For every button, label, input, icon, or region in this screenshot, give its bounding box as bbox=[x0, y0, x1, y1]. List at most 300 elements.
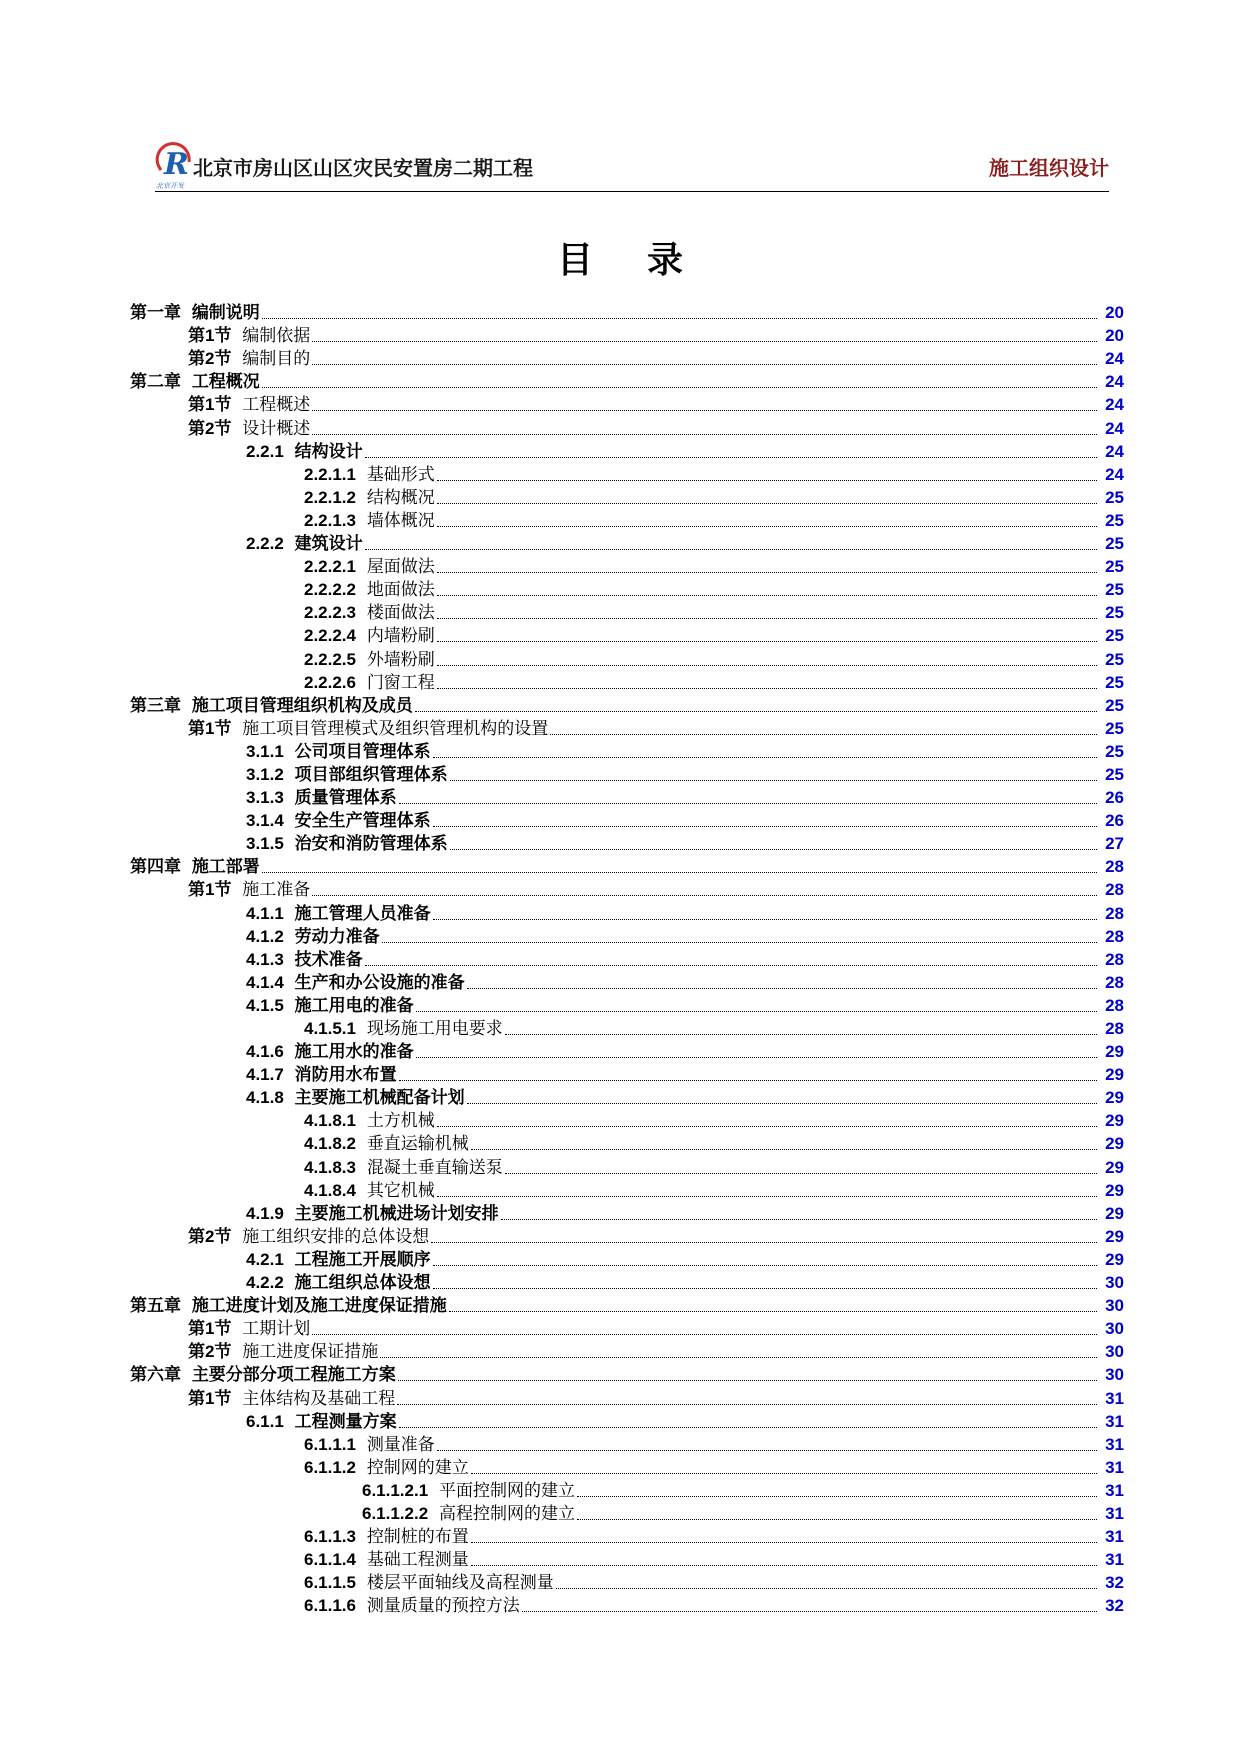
toc-dot-leader bbox=[312, 434, 1097, 435]
toc-entry-number: 第二章 bbox=[130, 372, 181, 392]
toc-dot-leader bbox=[312, 364, 1097, 365]
toc-entry[interactable] bbox=[130, 1085, 1124, 1108]
toc-entry-number: 6.1.1.6 bbox=[304, 1596, 356, 1616]
toc-entry-label bbox=[304, 1596, 522, 1616]
toc-entry-text: 结构概况 bbox=[366, 487, 435, 508]
toc-entry[interactable] bbox=[130, 1178, 1124, 1201]
toc-entry[interactable] bbox=[130, 1593, 1124, 1616]
toc-page-number[interactable]: 31 bbox=[1105, 1480, 1124, 1500]
toc-entry[interactable] bbox=[130, 300, 1124, 323]
toc-page-number[interactable]: 28 bbox=[1105, 880, 1124, 900]
toc-entry-label bbox=[188, 1227, 431, 1247]
toc-entry-label bbox=[188, 719, 550, 739]
toc-dot-leader bbox=[467, 1103, 1097, 1104]
toc-entry[interactable] bbox=[130, 1547, 1124, 1570]
toc-entry-text: 结构设计 bbox=[294, 441, 363, 462]
toc-entry-number: 第1节 bbox=[188, 880, 232, 900]
toc-entry-text: 公司项目管理体系 bbox=[294, 741, 431, 762]
toc-entry-text: 工程概述 bbox=[242, 395, 311, 416]
toc-entry[interactable] bbox=[130, 323, 1124, 346]
toc-dot-leader bbox=[416, 1011, 1097, 1012]
toc-entry-label bbox=[304, 1019, 505, 1039]
toc-entry-label bbox=[130, 1365, 398, 1385]
toc-entry-label bbox=[246, 1204, 501, 1224]
toc-entry-number: 第1节 bbox=[188, 1388, 232, 1408]
toc-dot-leader bbox=[312, 895, 1097, 896]
toc-entry-number: 3.1.2 bbox=[246, 764, 284, 784]
toc-dot-leader bbox=[433, 757, 1097, 758]
toc-entry[interactable] bbox=[130, 554, 1124, 577]
toc-entry-text: 主要施工机械配备计划 bbox=[294, 1088, 465, 1109]
toc-page-number[interactable]: 29 bbox=[1105, 1111, 1124, 1131]
toc-page-number[interactable]: 26 bbox=[1105, 788, 1124, 808]
toc-entry[interactable] bbox=[130, 1224, 1124, 1247]
toc-entry-number: 4.1.5 bbox=[246, 995, 284, 1015]
toc-page-number[interactable]: 25 bbox=[1105, 487, 1124, 507]
toc-page-number[interactable]: 30 bbox=[1105, 1296, 1124, 1316]
toc-entry-label bbox=[246, 1042, 416, 1062]
toc-page-number[interactable]: 24 bbox=[1105, 395, 1124, 415]
table-of-contents bbox=[130, 300, 1124, 1616]
toc-entry-label bbox=[188, 326, 312, 346]
toc-entry-text: 墙体概况 bbox=[366, 510, 435, 531]
toc-entry-text: 施工部署 bbox=[191, 857, 260, 878]
toc-entry-text: 内墙粉刷 bbox=[366, 626, 435, 647]
toc-page-number[interactable]: 25 bbox=[1105, 718, 1124, 738]
toc-page-number[interactable]: 31 bbox=[1105, 1457, 1124, 1477]
toc-entry-label bbox=[246, 442, 365, 462]
toc-entry-text: 工期计划 bbox=[242, 1319, 311, 1340]
toc-page-number[interactable]: 24 bbox=[1105, 464, 1124, 484]
toc-dot-leader bbox=[505, 1034, 1097, 1035]
toc-page-number[interactable]: 25 bbox=[1105, 649, 1124, 669]
toc-entry-label bbox=[304, 580, 437, 600]
toc-entry-text: 门窗工程 bbox=[366, 672, 435, 693]
toc-dot-leader bbox=[437, 503, 1097, 504]
toc-entry-text: 工程测量方案 bbox=[294, 1411, 397, 1432]
toc-dot-leader bbox=[399, 1080, 1097, 1081]
toc-entry[interactable] bbox=[130, 1247, 1124, 1270]
toc-entry-number: 4.1.8.1 bbox=[304, 1111, 356, 1131]
toc-entry[interactable] bbox=[130, 369, 1124, 392]
toc-dot-leader bbox=[437, 665, 1097, 666]
toc-entry-number: 4.1.2 bbox=[246, 926, 284, 946]
toc-entry-number: 第四章 bbox=[130, 857, 181, 877]
toc-entry[interactable] bbox=[130, 1108, 1124, 1131]
toc-entry-number: 6.1.1.3 bbox=[304, 1527, 356, 1547]
toc-entry-label bbox=[304, 1550, 471, 1570]
toc-entry[interactable] bbox=[130, 1524, 1124, 1547]
toc-page-number[interactable]: 32 bbox=[1105, 1573, 1124, 1593]
toc-entry-label bbox=[304, 1181, 437, 1201]
page-title: 目录 bbox=[556, 239, 737, 281]
toc-entry[interactable] bbox=[130, 1293, 1124, 1316]
toc-entry-number: 第1节 bbox=[188, 718, 232, 738]
toc-page-number[interactable]: 20 bbox=[1105, 303, 1124, 323]
toc-page-number[interactable]: 29 bbox=[1105, 1065, 1124, 1085]
toc-entry-text: 高程控制网的建立 bbox=[438, 1503, 575, 1524]
toc-dot-leader bbox=[262, 872, 1097, 873]
toc-entry-number: 2.2.1.2 bbox=[304, 487, 356, 507]
toc-dot-leader bbox=[437, 1126, 1097, 1127]
toc-entry-label bbox=[304, 465, 437, 485]
toc-entry-label bbox=[246, 788, 399, 808]
toc-entry-number: 2.2.1.1 bbox=[304, 464, 356, 484]
toc-entry[interactable] bbox=[130, 993, 1124, 1016]
toc-dot-leader bbox=[437, 641, 1097, 642]
toc-entry[interactable] bbox=[130, 670, 1124, 693]
toc-dot-leader bbox=[550, 734, 1097, 735]
toc-dot-leader bbox=[501, 1219, 1097, 1220]
toc-page-number[interactable]: 30 bbox=[1105, 1319, 1124, 1339]
toc-entry[interactable] bbox=[130, 1016, 1124, 1039]
toc-page-number[interactable]: 25 bbox=[1105, 672, 1124, 692]
toc-entry-number: 2.2.2.6 bbox=[304, 672, 356, 692]
toc-entry-text: 地面做法 bbox=[366, 580, 435, 601]
toc-dot-leader bbox=[505, 1173, 1097, 1174]
toc-entry-text: 外墙粉刷 bbox=[366, 649, 435, 670]
toc-dot-leader bbox=[449, 1311, 1097, 1312]
toc-page-number[interactable]: 29 bbox=[1105, 1157, 1124, 1177]
toc-entry-number: 第五章 bbox=[130, 1296, 181, 1316]
toc-dot-leader bbox=[437, 618, 1097, 619]
toc-page-number[interactable]: 25 bbox=[1105, 580, 1124, 600]
toc-page-number[interactable]: 25 bbox=[1105, 764, 1124, 784]
toc-entry-text: 垂直运输机械 bbox=[366, 1134, 469, 1155]
toc-entry[interactable] bbox=[130, 346, 1124, 369]
toc-dot-leader bbox=[471, 1565, 1097, 1566]
toc-entry-label bbox=[246, 1250, 433, 1270]
toc-entry[interactable] bbox=[130, 531, 1124, 554]
toc-entry[interactable] bbox=[130, 1131, 1124, 1154]
toc-entry-number: 3.1.1 bbox=[246, 741, 284, 761]
toc-entry[interactable] bbox=[130, 1339, 1124, 1362]
toc-dot-leader bbox=[471, 1149, 1097, 1150]
project-title: 北京市房山区山区灾民安置房二期工程 bbox=[193, 156, 533, 180]
toc-entry-number: 第六章 bbox=[130, 1365, 181, 1385]
toc-dot-leader bbox=[312, 1334, 1097, 1335]
toc-entry[interactable] bbox=[130, 785, 1124, 808]
toc-page-number[interactable]: 24 bbox=[1105, 441, 1124, 461]
toc-entry[interactable] bbox=[130, 1154, 1124, 1177]
toc-dot-leader bbox=[437, 688, 1097, 689]
toc-entry-number: 第一章 bbox=[130, 303, 181, 323]
toc-entry-text: 建筑设计 bbox=[294, 534, 363, 555]
toc-entry-label bbox=[304, 1573, 556, 1593]
toc-page-number[interactable]: 29 bbox=[1105, 1180, 1124, 1200]
toc-entry-number: 第1节 bbox=[188, 395, 232, 415]
toc-entry[interactable] bbox=[130, 1362, 1124, 1385]
toc-entry-label bbox=[188, 880, 312, 900]
toc-page-number[interactable]: 28 bbox=[1105, 903, 1124, 923]
toc-entry-label bbox=[246, 742, 433, 762]
toc-page-number[interactable]: 25 bbox=[1105, 510, 1124, 530]
toc-entry[interactable] bbox=[130, 1570, 1124, 1593]
toc-page-number[interactable]: 29 bbox=[1105, 1134, 1124, 1154]
toc-entry-text: 工程施工开展顺序 bbox=[294, 1249, 431, 1270]
toc-page-number[interactable]: 28 bbox=[1105, 949, 1124, 969]
toc-entry[interactable] bbox=[130, 485, 1124, 508]
toc-page-number[interactable]: 28 bbox=[1105, 1019, 1124, 1038]
toc-entry-text: 主要施工机械进场计划安排 bbox=[294, 1203, 499, 1224]
toc-entry-label bbox=[246, 1273, 433, 1293]
toc-entry-number: 4.1.1 bbox=[246, 903, 284, 923]
toc-page-number[interactable]: 28 bbox=[1105, 995, 1124, 1015]
toc-entry-label bbox=[246, 904, 433, 924]
toc-entry-label bbox=[304, 673, 437, 693]
toc-entry[interactable] bbox=[130, 392, 1124, 415]
toc-dot-leader bbox=[433, 919, 1097, 920]
toc-entry-text: 测量准备 bbox=[366, 1434, 435, 1455]
toc-entry[interactable] bbox=[130, 1501, 1124, 1524]
toc-entry[interactable] bbox=[130, 877, 1124, 900]
toc-entry-number: 2.2.2.1 bbox=[304, 557, 356, 577]
toc-entry-number: 4.2.1 bbox=[246, 1249, 284, 1269]
toc-entry[interactable] bbox=[130, 646, 1124, 669]
toc-dot-leader bbox=[416, 1057, 1097, 1058]
toc-dot-leader bbox=[522, 1611, 1097, 1612]
toc-entry[interactable] bbox=[130, 1062, 1124, 1085]
toc-entry[interactable] bbox=[130, 1478, 1124, 1501]
toc-dot-leader bbox=[365, 457, 1097, 458]
toc-page-number[interactable]: 29 bbox=[1105, 1203, 1124, 1223]
toc-page-number[interactable]: 25 bbox=[1105, 534, 1124, 554]
toc-entry-label bbox=[188, 1342, 380, 1362]
toc-dot-leader bbox=[398, 1380, 1097, 1381]
toc-entry-text: 控制网的建立 bbox=[366, 1457, 469, 1478]
toc-page-number[interactable]: 24 bbox=[1105, 372, 1124, 392]
toc-dot-leader bbox=[262, 318, 1097, 319]
logo-caption: 北京开发 bbox=[156, 182, 184, 190]
toc-page-number[interactable]: 25 bbox=[1105, 603, 1124, 623]
toc-entry-text: 治安和消防管理体系 bbox=[294, 834, 448, 855]
toc-page-number[interactable]: 25 bbox=[1105, 557, 1124, 577]
toc-dot-leader bbox=[437, 480, 1097, 481]
toc-entry-number: 第2节 bbox=[188, 349, 232, 369]
toc-page-number[interactable]: 29 bbox=[1105, 1088, 1124, 1108]
toc-entry-label bbox=[304, 1435, 437, 1455]
toc-entry[interactable] bbox=[130, 762, 1124, 785]
toc-page-number[interactable]: 25 bbox=[1105, 695, 1124, 715]
company-logo-icon bbox=[155, 140, 195, 190]
toc-entry[interactable] bbox=[130, 439, 1124, 462]
toc-entry-label bbox=[304, 557, 437, 577]
toc-page-number[interactable]: 30 bbox=[1105, 1365, 1124, 1385]
toc-page-number[interactable]: 20 bbox=[1105, 326, 1124, 346]
toc-entry-text: 编制说明 bbox=[191, 303, 260, 324]
svg-text:R: R bbox=[164, 147, 189, 182]
toc-entry-text: 设计概述 bbox=[242, 418, 311, 439]
toc-page-number[interactable]: 25 bbox=[1105, 626, 1124, 646]
toc-dot-leader bbox=[397, 1404, 1097, 1405]
toc-entry-text: 编制目的 bbox=[242, 349, 311, 370]
toc-page-number[interactable]: 28 bbox=[1105, 926, 1124, 946]
toc-entry[interactable] bbox=[130, 577, 1124, 600]
toc-entry-number: 第三章 bbox=[130, 695, 181, 715]
toc-entry-label bbox=[130, 303, 262, 323]
toc-dot-leader bbox=[437, 595, 1097, 596]
toc-page-number[interactable]: 30 bbox=[1105, 1342, 1124, 1362]
toc-dot-leader bbox=[312, 410, 1097, 411]
toc-entry[interactable] bbox=[130, 739, 1124, 762]
toc-entry-text: 测量质量的预控方法 bbox=[366, 1596, 520, 1617]
toc-dot-leader bbox=[437, 1196, 1097, 1197]
toc-dot-leader bbox=[415, 711, 1097, 712]
toc-entry[interactable] bbox=[130, 462, 1124, 485]
toc-entry-number: 2.2.1.3 bbox=[304, 510, 356, 530]
toc-page-number[interactable]: 24 bbox=[1105, 418, 1124, 438]
toc-entry-number: 4.1.7 bbox=[246, 1065, 284, 1085]
toc-entry-text: 施工项目管理模式及组织管理机构的设置 bbox=[242, 718, 549, 739]
toc-entry[interactable] bbox=[130, 1455, 1124, 1478]
toc-dot-leader bbox=[382, 942, 1097, 943]
toc-page-number[interactable]: 31 bbox=[1105, 1411, 1124, 1431]
toc-entry-number: 2.2.2 bbox=[246, 534, 284, 554]
toc-page-number[interactable]: 28 bbox=[1105, 857, 1124, 877]
toc-entry[interactable] bbox=[130, 831, 1124, 854]
toc-entry-number: 4.1.3 bbox=[246, 949, 284, 969]
toc-entry-text: 施工准备 bbox=[242, 880, 311, 901]
toc-entry-text: 施工用电的准备 bbox=[294, 995, 414, 1016]
document-type-label: 施工组织设计 bbox=[989, 156, 1109, 180]
toc-dot-leader bbox=[467, 988, 1097, 989]
toc-entry-label bbox=[130, 857, 262, 877]
toc-entry-text: 主体结构及基础工程 bbox=[242, 1388, 396, 1409]
toc-entry-label bbox=[304, 626, 437, 646]
toc-entry[interactable] bbox=[130, 947, 1124, 970]
toc-page-number[interactable]: 31 bbox=[1105, 1434, 1124, 1454]
toc-entry-text: 基础工程测量 bbox=[366, 1550, 469, 1571]
toc-page-number[interactable]: 25 bbox=[1105, 741, 1124, 761]
toc-dot-leader bbox=[437, 1450, 1097, 1451]
toc-entry-text: 施工用水的准备 bbox=[294, 1042, 414, 1063]
toc-entry-text: 基础形式 bbox=[366, 464, 435, 485]
toc-entry-number: 6.1.1.1 bbox=[304, 1434, 356, 1454]
toc-entry[interactable] bbox=[130, 970, 1124, 993]
toc-entry[interactable] bbox=[130, 1039, 1124, 1062]
toc-entry-number: 第2节 bbox=[188, 1226, 232, 1246]
toc-entry[interactable] bbox=[130, 1201, 1124, 1224]
toc-entry-label bbox=[304, 1134, 471, 1154]
toc-page-number[interactable]: 28 bbox=[1105, 972, 1124, 992]
toc-dot-leader bbox=[312, 341, 1097, 342]
toc-entry[interactable] bbox=[130, 1270, 1124, 1293]
toc-dot-leader bbox=[471, 1473, 1097, 1474]
toc-entry-text: 土方机械 bbox=[366, 1111, 435, 1132]
toc-entry-label bbox=[246, 973, 467, 993]
toc-entry-label bbox=[188, 349, 312, 369]
toc-entry-number: 6.1.1.5 bbox=[304, 1573, 356, 1593]
toc-entry-label bbox=[304, 650, 437, 670]
toc-entry-text: 施工组织安排的总体设想 bbox=[242, 1226, 430, 1247]
toc-entry-number: 2.2.2.2 bbox=[304, 580, 356, 600]
toc-entry-text: 施工项目管理组织机构及成员 bbox=[191, 695, 413, 716]
page-header bbox=[155, 138, 1109, 194]
toc-entry-label bbox=[246, 1412, 399, 1432]
toc-page-number[interactable]: 31 bbox=[1105, 1527, 1124, 1547]
toc-entry[interactable] bbox=[130, 900, 1124, 923]
toc-page-number[interactable]: 31 bbox=[1105, 1550, 1124, 1570]
toc-entry[interactable] bbox=[130, 623, 1124, 646]
toc-entry-label bbox=[130, 696, 415, 716]
toc-entry-number: 6.1.1.4 bbox=[304, 1550, 356, 1570]
toc-entry[interactable] bbox=[130, 716, 1124, 739]
toc-entry-label bbox=[246, 950, 365, 970]
toc-page-number[interactable]: 31 bbox=[1105, 1503, 1124, 1523]
toc-entry-number: 6.1.1 bbox=[246, 1411, 284, 1431]
toc-entry[interactable] bbox=[130, 508, 1124, 531]
toc-page-number[interactable]: 29 bbox=[1105, 1226, 1124, 1246]
toc-dot-leader bbox=[437, 572, 1097, 573]
toc-page-number[interactable]: 32 bbox=[1105, 1596, 1124, 1616]
toc-dot-leader bbox=[577, 1519, 1097, 1520]
toc-entry-number: 3.1.4 bbox=[246, 811, 284, 831]
toc-entry-text: 消防用水布置 bbox=[294, 1065, 397, 1086]
toc-entry[interactable] bbox=[130, 1409, 1124, 1432]
toc-page-number[interactable]: 29 bbox=[1105, 1042, 1124, 1062]
toc-entry-label bbox=[188, 1389, 397, 1409]
toc-dot-leader bbox=[556, 1588, 1097, 1589]
toc-entry-number: 4.1.8.2 bbox=[304, 1134, 356, 1154]
toc-entry-text: 控制桩的布置 bbox=[366, 1527, 469, 1548]
toc-entry-label bbox=[246, 765, 450, 785]
toc-entry-text: 劳动力准备 bbox=[294, 926, 380, 947]
toc-entry-label bbox=[362, 1504, 577, 1524]
toc-entry-number: 4.1.8 bbox=[246, 1088, 284, 1108]
header-divider bbox=[155, 191, 1109, 192]
toc-entry[interactable] bbox=[130, 924, 1124, 947]
toc-page-number[interactable]: 24 bbox=[1105, 349, 1124, 369]
toc-entry-label bbox=[362, 1481, 577, 1501]
toc-entry-label bbox=[188, 419, 312, 439]
toc-entry-number: 4.1.6 bbox=[246, 1042, 284, 1062]
toc-entry-label bbox=[246, 534, 365, 554]
toc-entry-label bbox=[188, 395, 312, 415]
toc-dot-leader bbox=[431, 1242, 1097, 1243]
toc-dot-leader bbox=[471, 1542, 1097, 1543]
toc-entry[interactable] bbox=[130, 854, 1124, 877]
toc-dot-leader bbox=[450, 849, 1097, 850]
toc-entry-text: 施工进度计划及施工进度保证措施 bbox=[191, 1296, 447, 1317]
toc-page-number[interactable]: 31 bbox=[1105, 1388, 1124, 1408]
toc-entry-number: 6.1.1.2.1 bbox=[362, 1480, 429, 1500]
toc-entry[interactable] bbox=[130, 1432, 1124, 1455]
toc-page-number[interactable]: 27 bbox=[1105, 834, 1124, 854]
toc-entry-label bbox=[188, 1319, 312, 1339]
toc-entry[interactable] bbox=[130, 1385, 1124, 1408]
toc-page-number[interactable]: 30 bbox=[1105, 1273, 1124, 1293]
toc-entry-number: 第1节 bbox=[188, 1319, 232, 1339]
toc-entry-label bbox=[246, 834, 450, 854]
toc-page-number[interactable]: 26 bbox=[1105, 811, 1124, 831]
toc-entry-label bbox=[130, 1296, 449, 1316]
toc-dot-leader bbox=[433, 1288, 1097, 1289]
toc-dot-leader bbox=[399, 803, 1097, 804]
toc-entry-number: 4.1.4 bbox=[246, 972, 284, 992]
toc-entry-label bbox=[304, 511, 437, 531]
toc-entry[interactable] bbox=[130, 1316, 1124, 1339]
toc-entry[interactable] bbox=[130, 600, 1124, 623]
toc-entry[interactable] bbox=[130, 808, 1124, 831]
toc-entry-label bbox=[130, 372, 262, 392]
toc-entry-number: 3.1.5 bbox=[246, 834, 284, 854]
toc-entry[interactable] bbox=[130, 415, 1124, 438]
toc-entry[interactable] bbox=[130, 693, 1124, 716]
toc-entry-number: 4.1.9 bbox=[246, 1203, 284, 1223]
toc-entry-text: 平面控制网的建立 bbox=[438, 1480, 575, 1501]
toc-page-number[interactable]: 29 bbox=[1105, 1249, 1124, 1269]
toc-dot-leader bbox=[399, 1427, 1097, 1428]
